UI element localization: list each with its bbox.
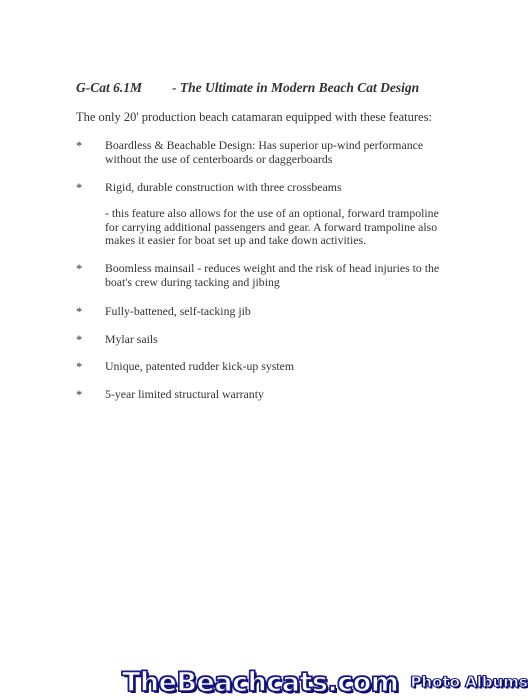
- list-item-text: Rigid, durable construction with three crossbeams: [105, 180, 342, 194]
- list-item-text: Boardless & Beachable Design: Has superior up-wind performance without the use of centerboards or daggerboards: [105, 138, 424, 166]
- list-item-text: 5-year limited structural warranty: [105, 387, 264, 401]
- watermark-site-name: TheBeachcats.com: [122, 666, 399, 698]
- document-subtitle: - The Ultimate in Modern Beach Cat Design: [172, 80, 420, 95]
- bullet: *: [76, 333, 83, 347]
- watermark-label: Photo Albums: [410, 673, 528, 691]
- bullet: *: [76, 305, 83, 319]
- bullet: *: [76, 262, 83, 276]
- bullet: *: [76, 181, 83, 195]
- intro-text: The only 20' production beach catamaran equipped with these features:: [76, 110, 432, 124]
- list-item-text: Fully-battened, self-tacking jib: [105, 304, 251, 318]
- list-item-text: Boomless mainsail - reduces weight and the risk of head injuries to the boat's crew during tacking and jibing: [105, 261, 440, 289]
- model-name: G-Cat 6.1M: [76, 80, 143, 95]
- list-item-text: Mylar sails: [105, 332, 158, 346]
- site-watermark-logo: [122, 664, 528, 700]
- bullet: *: [76, 388, 83, 402]
- bullet: *: [76, 139, 83, 153]
- crossbeam-note: - this feature also allows for the use of an optional, forward trampoline for carrying additional passengers and gear. A forward trampoline also makes it easier for boat set up and take down activities.: [105, 206, 439, 247]
- list-item-text: Unique, patented rudder kick-up system: [105, 359, 295, 373]
- document-title: [76, 80, 419, 96]
- bullet: *: [76, 360, 83, 374]
